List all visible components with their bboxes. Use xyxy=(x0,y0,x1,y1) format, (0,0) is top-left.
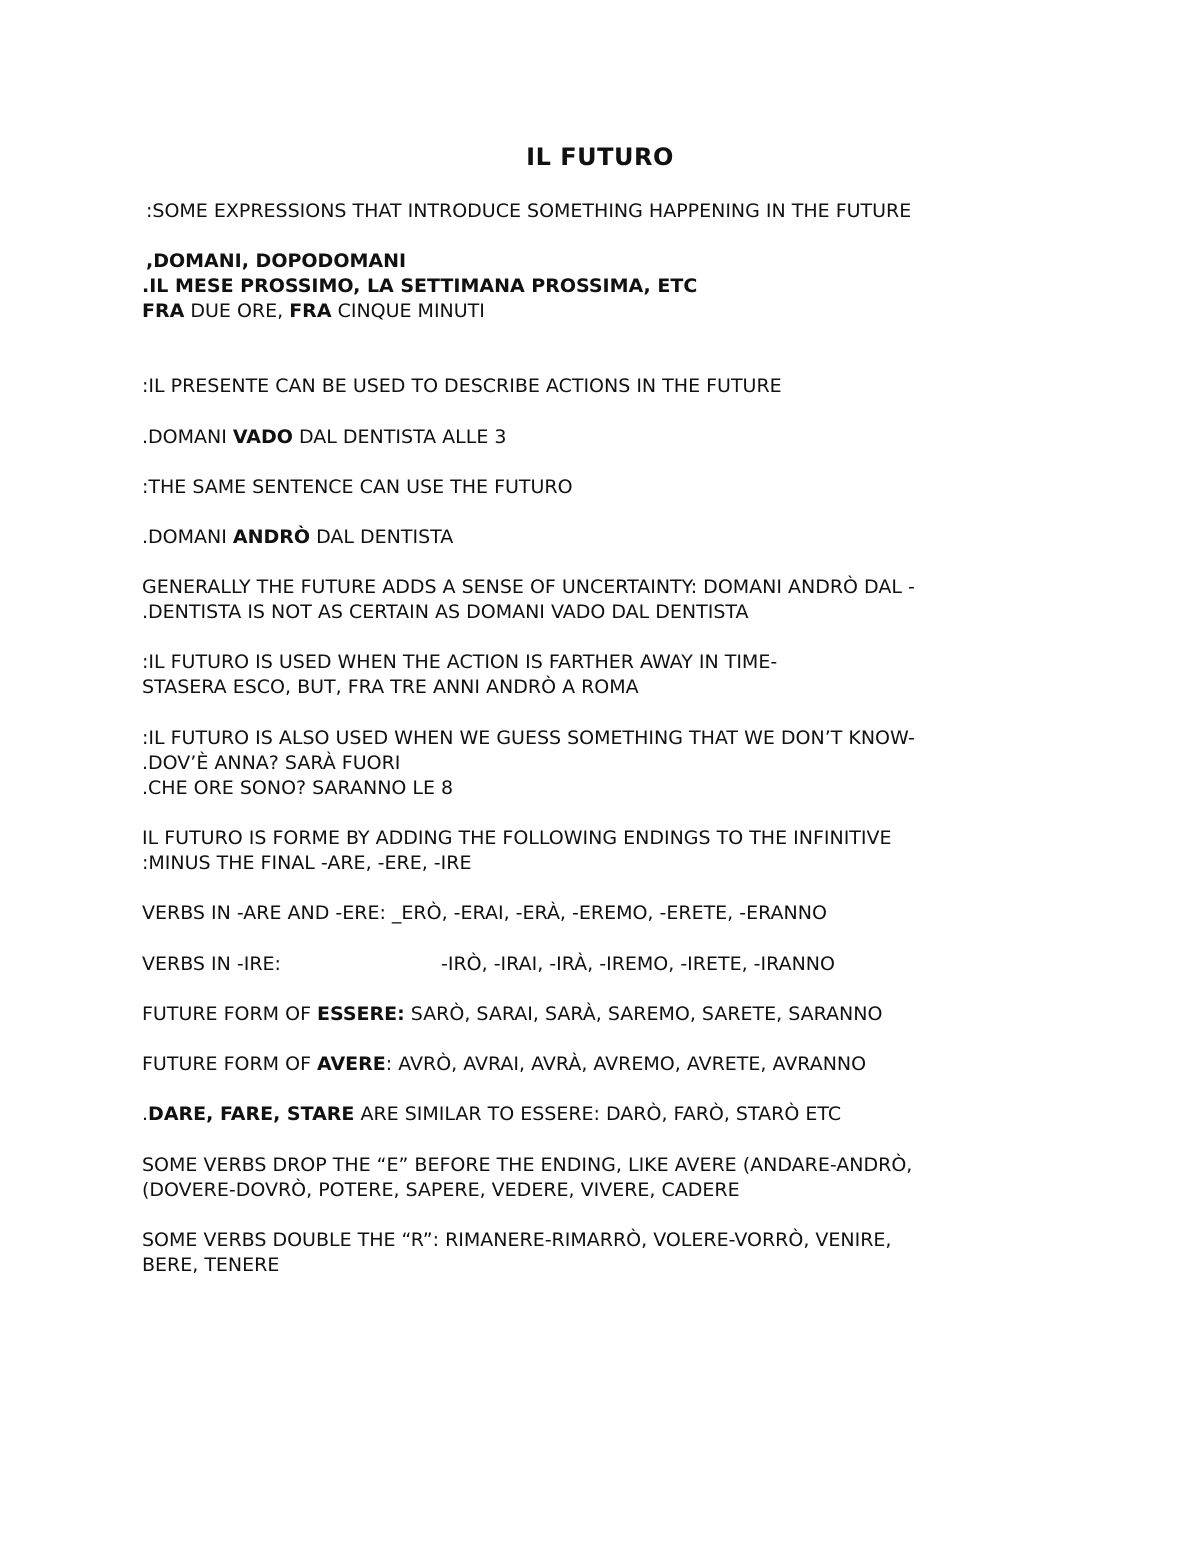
guess-line-1: :IL FUTURO IS ALSO USED WHEN WE GUESS SOMETHING THAT WE DON’T KNOW- xyxy=(142,727,915,749)
avere-line xyxy=(142,1052,866,1077)
presente-intro-line: :IL PRESENTE CAN BE USED TO DESCRIBE ACTIONS IN THE FUTURE xyxy=(142,375,782,397)
avere-bold: AVERE xyxy=(317,1053,386,1075)
ire-endings: -IRÒ, -IRAI, -IRÀ, -IREMO, -IRETE, -IRANNO xyxy=(441,953,835,975)
fra-bold-1: FRA xyxy=(142,300,185,322)
double-line-2: BERE, TENERE xyxy=(142,1254,280,1276)
same-sentence-line: :THE SAME SENTENCE CAN USE THE FUTURO xyxy=(142,476,573,498)
presente-ex-text-1: .DOMANI xyxy=(142,426,233,448)
expression-line-1: ,DOMANI, DOPODOMANI xyxy=(146,250,407,272)
formed-line-1: IL FUTURO IS FORME BY ADDING THE FOLLOWING ENDINGS TO THE INFINITIVE xyxy=(142,827,892,849)
futuro-example-line xyxy=(142,525,453,550)
dare-fare-stare-line xyxy=(142,1102,841,1127)
expr3-text-1: DUE ORE, xyxy=(184,300,290,322)
uncertainty-line-1: GENERALLY THE FUTURE ADDS A SENSE OF UNCERTAINTY: DOMANI ANDRÒ DAL - xyxy=(142,576,915,598)
presente-ex-text-2: DAL DENTISTA ALLE 3 xyxy=(292,426,507,448)
fra-bold-2: FRA xyxy=(289,300,332,322)
essere-text-2: SARÒ, SARAI, SARÀ, SAREMO, SARETE, SARANNO xyxy=(404,1003,883,1025)
formed-line-2: :MINUS THE FINAL -ARE, -ERE, -IRE xyxy=(142,852,472,874)
uncertainty-line-2: .DENTISTA IS NOT AS CERTAIN AS DOMANI VADO DAL DENTISTA xyxy=(142,601,749,623)
page-title: IL FUTURO xyxy=(526,143,674,171)
essere-line xyxy=(142,1002,882,1027)
futuro-ex-text-2: DAL DENTISTA xyxy=(310,526,454,548)
farther-line-1: :IL FUTURO IS USED WHEN THE ACTION IS FARTHER AWAY IN TIME- xyxy=(142,651,778,673)
are-ere-endings-line: VERBS IN -ARE AND -ERE: _ERÒ, -ERAI, -ERÀ, -EREMO, -ERETE, -ERANNO xyxy=(142,902,827,924)
avere-text-2: : AVRÒ, AVRAI, AVRÀ, AVREMO, AVRETE, AVRANNO xyxy=(385,1053,867,1075)
intro-line: :SOME EXPRESSIONS THAT INTRODUCE SOMETHING HAPPENING IN THE FUTURE xyxy=(146,200,912,222)
guess-line-2: .DOV’È ANNA? SARÀ FUORI xyxy=(142,752,401,774)
futuro-ex-text-1: .DOMANI xyxy=(142,526,233,548)
guess-line-3: .CHE ORE SONO? SARANNO LE 8 xyxy=(142,777,454,799)
drop-line-2: (DOVERE-DOVRÒ, POTERE, SAPERE, VEDERE, VIVERE, CADERE xyxy=(142,1179,740,1201)
farther-line-2: STASERA ESCO, BUT, FRA TRE ANNI ANDRÒ A ROMA xyxy=(142,676,639,698)
dare-text-2: ARE SIMILAR TO ESSERE: DARÒ, FARÒ, STARÒ ETC xyxy=(354,1103,842,1125)
expr3-text-2: CINQUE MINUTI xyxy=(331,300,485,322)
expression-line-2: .IL MESE PROSSIMO, LA SETTIMANA PROSSIMA, ETC xyxy=(142,275,698,297)
dare-text-1: . xyxy=(142,1103,149,1125)
expression-line-3 xyxy=(142,299,485,324)
andro-bold: ANDRÒ xyxy=(232,526,311,548)
essere-bold: ESSERE: xyxy=(317,1003,405,1025)
double-line-1: SOME VERBS DOUBLE THE “R”: RIMANERE-RIMARRÒ, VOLERE-VORRÒ, VENIRE, xyxy=(142,1229,892,1251)
vado-bold: VADO xyxy=(232,426,293,448)
drop-line-1: SOME VERBS DROP THE “E” BEFORE THE ENDING, LIKE AVERE (ANDARE-ANDRÒ, xyxy=(142,1154,913,1176)
ire-label: VERBS IN -IRE: xyxy=(142,953,281,975)
avere-text-1: FUTURE FORM OF xyxy=(142,1053,318,1075)
presente-example-line xyxy=(142,425,506,450)
dare-fare-stare-bold: DARE, FARE, STARE xyxy=(148,1103,355,1125)
essere-text-1: FUTURE FORM OF xyxy=(142,1003,318,1025)
